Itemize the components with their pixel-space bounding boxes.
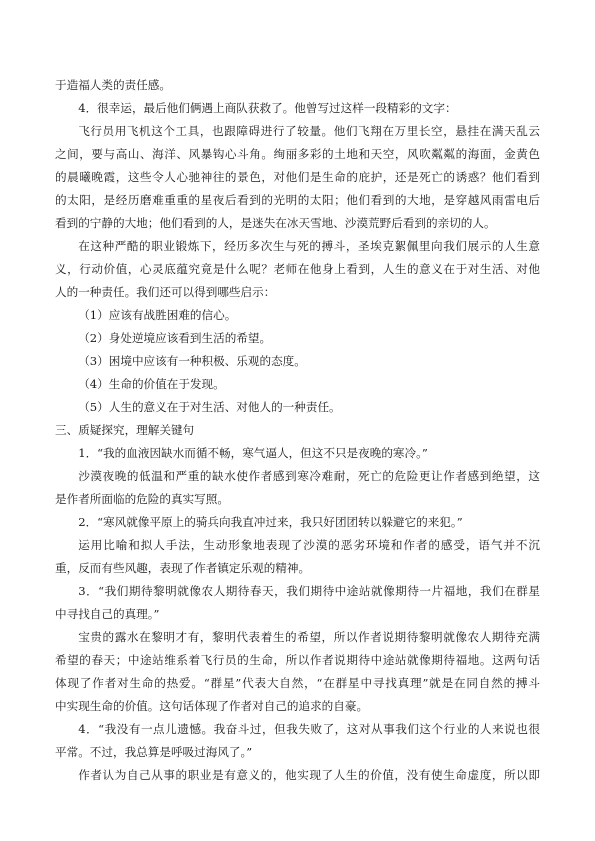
insights-list bbox=[55, 304, 540, 419]
excerpt-paragraph bbox=[55, 120, 540, 235]
analysis-line: 重，反而有些风趣，表现了作者镇定乐观的精神。 bbox=[55, 561, 311, 575]
key-sentence-line: 1．“我的血液因缺水而循不畅，寒气逼人，但这不只是夜晚的寒冷。” bbox=[78, 446, 428, 460]
question-4 bbox=[55, 718, 540, 787]
commentary-paragraph bbox=[55, 235, 540, 304]
continuation-paragraph bbox=[55, 74, 540, 97]
key-sentence-line: 平常。不过，我总算是呼吸过海风了。” bbox=[55, 745, 253, 759]
analysis-line: 作者认为自己从事的职业是有意义的，他实现了人生的价值，没有使生命虚度，所以即 bbox=[78, 768, 540, 782]
question-1 bbox=[55, 442, 540, 511]
list-item: （2）身处逆境应该看到生活的希望。 bbox=[78, 331, 272, 345]
section-3 bbox=[55, 419, 540, 787]
excerpt-line: 之间，要与高山、海洋、风暴钩心斗角。绚丽多彩的土地和天空，风吹粼粼的海面，金黄色 bbox=[55, 147, 540, 161]
analysis-line: 体现了作者对生命的热爱。“群星”代表大自然，“在群星中寻找真理”就是在同自然的搏斗 bbox=[55, 676, 540, 690]
key-sentence-line: 2．“寒风就像平原上的骑兵向我直冲过来，我只好团团转以躲避它的来犯。” bbox=[78, 515, 463, 529]
document-page bbox=[55, 74, 540, 787]
list-item: （4）生命的价值在于发现。 bbox=[78, 377, 225, 391]
section-heading: 三、质疑探究，理解关键句 bbox=[55, 423, 195, 437]
analysis-line: 希望的春天；中途站维系着飞行员的生命，所以作者说期待中途站就像期待福地。这两句话 bbox=[55, 653, 540, 667]
question-3 bbox=[55, 580, 540, 718]
analysis-line: 是作者所面临的危险的真实写照。 bbox=[55, 492, 229, 506]
excerpt-line: 飞行员用飞机这个工具，也跟障碍进行了较量。他们飞翔在万里长空，悬挂在满天乱云 bbox=[78, 124, 540, 138]
key-sentence-line: 3．“我们期待黎明就像农人期待春天，我们期待中途站就像期待一片福地，我们在群星 bbox=[78, 584, 540, 598]
excerpt-line: 看到的宁静的大地；他们看到的人，是迷失在冰天雪地、沙漠荒野后看到的亲切的人。 bbox=[55, 216, 496, 230]
question-2 bbox=[55, 511, 540, 580]
item-heading: 4．很幸运，最后他们俩遇上商队获救了。他曾写过这样一段精彩的文字： bbox=[78, 101, 457, 115]
commentary-line: 人的一种责任。我们还可以得到哪些启示： bbox=[55, 285, 276, 299]
key-sentence-line: 中寻找自己的真理。” bbox=[55, 607, 160, 621]
analysis-line: 宝贵的露水在黎明才有，黎明代表着生的希望，所以作者说期待黎明就像农人期待充满 bbox=[78, 630, 540, 644]
paragraph-line: 于造福人类的责任感。 bbox=[55, 78, 171, 92]
item-4-block bbox=[55, 97, 540, 419]
commentary-line: 义，行动价值，心灵底蕴究竟是什么呢？老师在他身上看到，人生的意义在于对生活、对他 bbox=[55, 262, 540, 276]
list-item: （3）困境中应该有一种积极、乐观的态度。 bbox=[78, 354, 306, 368]
analysis-line: 沙漠夜晚的低温和严重的缺水使作者感到寒冷难耐，死亡的危险更让作者感到绝望，这 bbox=[78, 469, 540, 483]
analysis-line: 运用比喻和拟人手法，生动形象地表现了沙漠的恶劣环境和作者的感受，语气并不沉 bbox=[78, 538, 540, 552]
excerpt-line: 的太阳，是经历磨难重重的星夜后看到的光明的太阳；他们看到的大地，是穿越风雨雷电后 bbox=[55, 193, 540, 207]
analysis-line: 中实现生命的价值。这句话体现了作者对自己的追求的自豪。 bbox=[55, 699, 369, 713]
excerpt-line: 的晨曦晚霞，这些令人心驰神往的景色，对他们是生命的庇护，还是死亡的诱惑？他们看到 bbox=[55, 170, 540, 184]
key-sentence-line: 4．“我没有一点儿遗憾。我奋斗过，但我失败了，这对从事我们这个行业的人来说也很 bbox=[78, 722, 540, 736]
list-item: （5）人生的意义在于对生活、对他人的一种责任。 bbox=[78, 400, 341, 414]
commentary-line: 在这种严酷的职业锻炼下，经历多次生与死的搏斗，圣埃克絮佩里向我们展示的人生意 bbox=[78, 239, 540, 253]
list-item: （1）应该有战胜困难的信心。 bbox=[78, 308, 237, 322]
